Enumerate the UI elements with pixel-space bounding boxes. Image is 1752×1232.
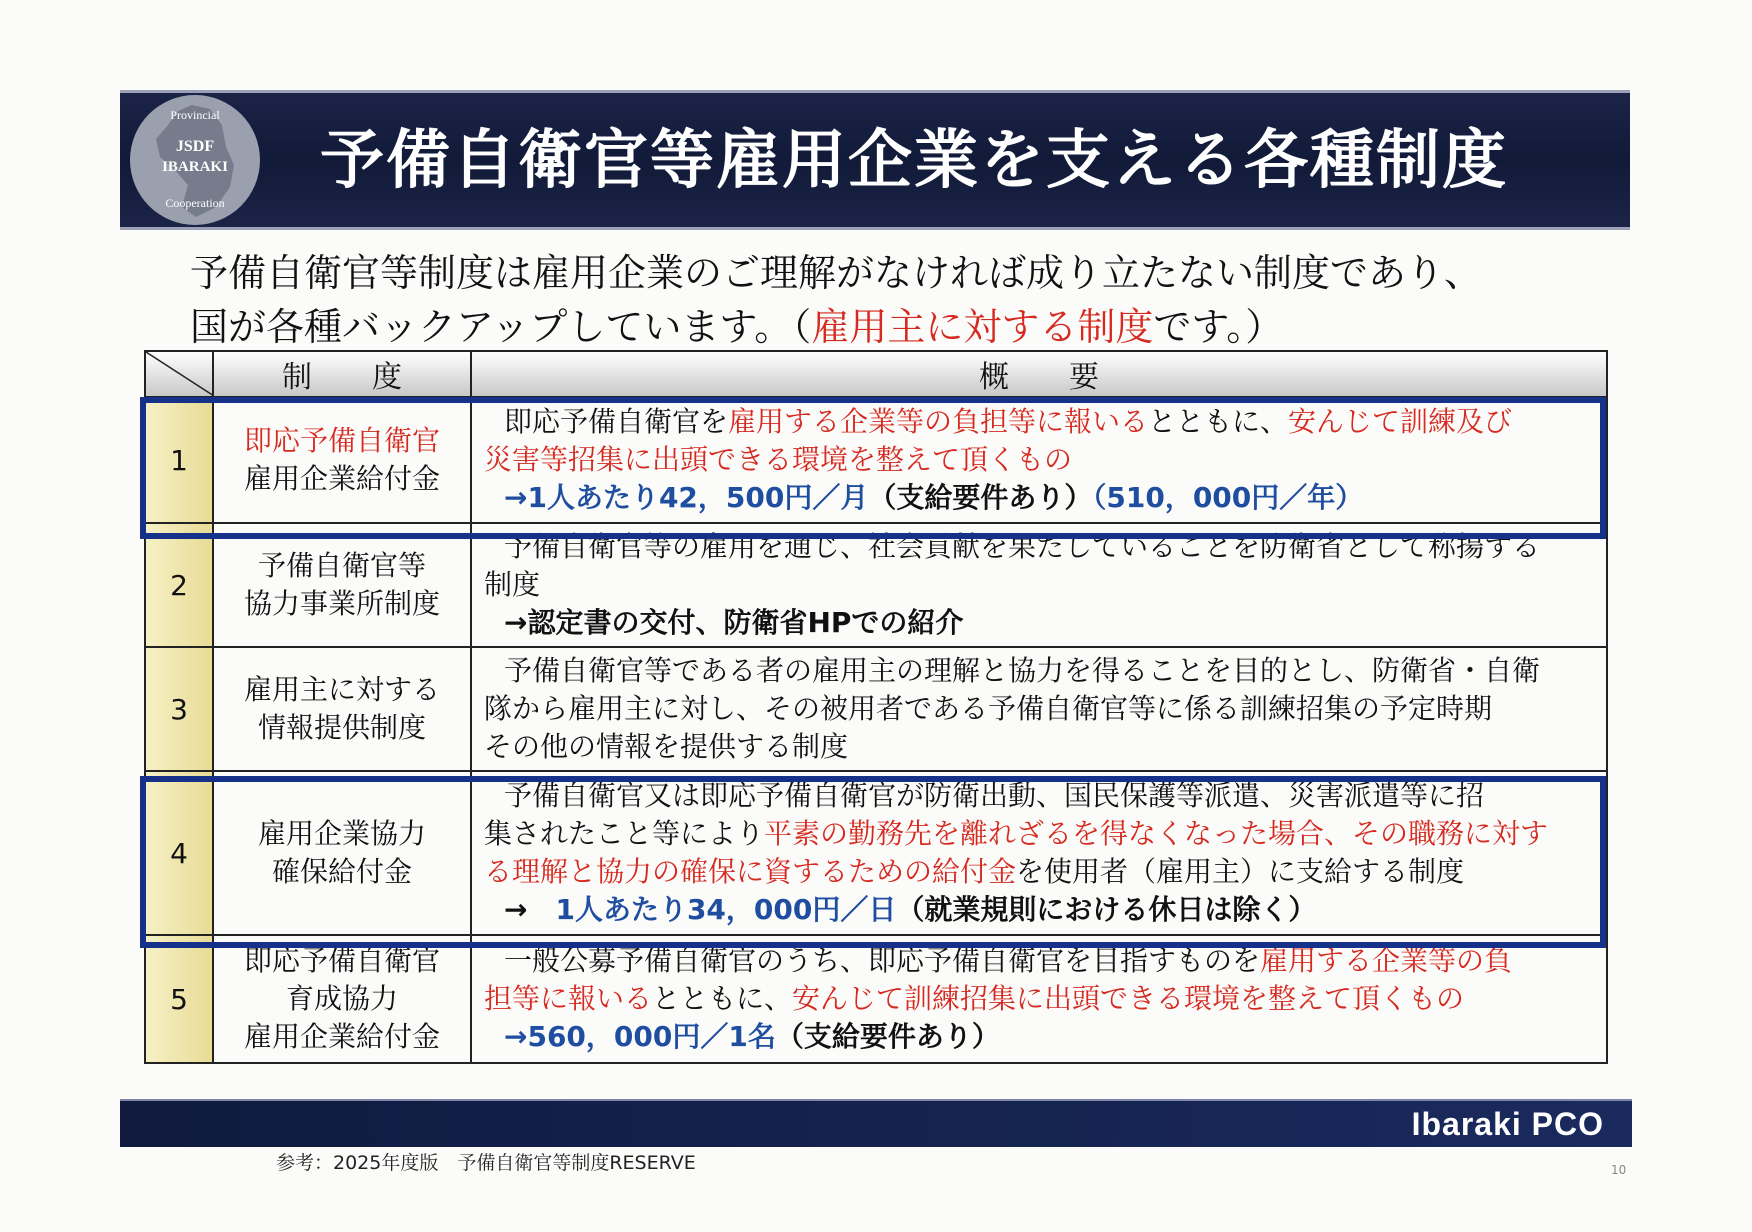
- title-banner: [120, 90, 1630, 230]
- highlight-frame-row-1: [140, 397, 1606, 539]
- intro-line-2b: です。）: [1153, 305, 1284, 349]
- system-name-line: 雇用主に対する: [243, 673, 440, 706]
- text-span: →1人あたり42，500円／月: [504, 481, 869, 514]
- header-system: 制 度: [213, 351, 471, 397]
- description-line: 予備自衛官又は即応予備自衛官が防衛出動、国民保護等派遣、災害派遣等に招: [504, 779, 1485, 812]
- system-name-line: 情報提供制度: [257, 711, 426, 744]
- intro-text: [190, 246, 1610, 354]
- header-corner-cell: [145, 351, 213, 397]
- jsdf-ibaraki-logo: [130, 95, 260, 225]
- system-name-line: 協力事業所制度: [243, 587, 440, 620]
- description-line: [484, 980, 1598, 1018]
- reference-note: 参考：2025年度版 予備自衛官等制度RESERVE: [276, 1152, 696, 1174]
- system-description: [471, 523, 1607, 647]
- table-row: [145, 647, 1607, 771]
- page-number: 10: [1611, 1163, 1627, 1177]
- row-number: 3: [145, 647, 213, 771]
- footer-org: Ibaraki PCO: [1411, 1106, 1604, 1142]
- system-name: [213, 935, 471, 1063]
- text-span: とともに、: [652, 982, 793, 1015]
- intro-line-2a: 国が各種バックアップしています。（: [190, 305, 812, 349]
- row-number: 2: [145, 523, 213, 647]
- svg-text:Provincial: Provincial: [170, 108, 220, 122]
- text-span: る理解と協力の確保に資するための給付金: [484, 855, 1017, 888]
- table-row: [145, 935, 1607, 1063]
- text-span: 平素の勤務先を離れざるを得なくなった場合、その職務に対す: [764, 817, 1549, 850]
- system-name-line: 即応予備自衛官: [243, 944, 440, 977]
- system-name-line: 雇用企業給付金: [243, 462, 440, 495]
- intro-line-2: [190, 300, 1610, 354]
- highlight-frame-row-4: [140, 776, 1606, 948]
- description-line: 予備自衛官等の雇用を通じ、社会貢献を果たしていることを防衛省として称揚する: [504, 530, 1541, 563]
- description-line: 予備自衛官等である者の雇用主の理解と協力を得ることを目的とし、防衛省・自衛: [504, 654, 1541, 687]
- intro-line-1: 予備自衛官等制度は雇用企業のご理解がなければ成り立たない制度であり、: [190, 251, 1483, 295]
- system-description: [471, 647, 1607, 771]
- row-number: 1: [145, 397, 213, 523]
- row-number: 4: [145, 771, 213, 935]
- row-number: 5: [145, 935, 213, 1063]
- system-name-line: 雇用企業給付金: [243, 1020, 440, 1053]
- text-span: 集されたこと等により: [484, 817, 765, 850]
- text-span: 雇用する企業等の負: [1260, 944, 1513, 977]
- text-span: 安んじて訓練招集に出頭できる環境を整えて頂くもの: [792, 982, 1465, 1015]
- intro-highlight: 雇用主に対する制度: [811, 305, 1154, 349]
- description-line: 隊から雇用主に対し、その被用者である予備自衛官等に係る訓練招集の予定時期: [484, 692, 1493, 725]
- text-span: 雇用する企業等の負担等に報いる: [728, 405, 1149, 438]
- svg-text:Cooperation: Cooperation: [165, 196, 225, 210]
- header-summary: 概 要: [471, 351, 1607, 397]
- system-name-line: 育成協力: [285, 982, 398, 1015]
- table-row: [145, 523, 1607, 647]
- description-line: その他の情報を提供する制度: [484, 730, 849, 763]
- text-span: （支給要件あり）: [868, 481, 1093, 514]
- text-span: →560，000円／1名: [504, 1020, 776, 1053]
- svg-text:JSDF: JSDF: [175, 138, 215, 155]
- text-span: 一般公募予備自衛官のうち、即応予備自衛官を目指すものを: [504, 944, 1261, 977]
- description-line: [484, 1018, 1000, 1056]
- text-span: 担等に報いる: [484, 982, 653, 1015]
- text-span: を使用者（雇用主）に支給する制度: [1016, 855, 1465, 888]
- description-line: →認定書の交付、防衛省HPでの紹介: [504, 606, 964, 639]
- text-span: 即応予備自衛官を: [504, 405, 729, 438]
- description-line: 災害等招集に出頭できる環境を整えて頂くもの: [484, 443, 1073, 476]
- text-span: 1人あたり34，000円／日: [555, 893, 897, 926]
- svg-text:IBARAKI: IBARAKI: [162, 159, 228, 175]
- text-span: （510，000円／年）: [1092, 481, 1364, 514]
- text-span: →: [504, 893, 556, 926]
- page-title: 予備自衛官等雇用企業を支える各種制度: [320, 124, 1508, 198]
- system-description: [471, 935, 1607, 1063]
- text-span: とともに、: [1148, 405, 1289, 438]
- system-name: [213, 523, 471, 647]
- text-span: （支給要件あり）: [775, 1020, 1000, 1053]
- system-name-line: 予備自衛官等: [257, 549, 426, 582]
- system-name-line: 雇用企業協力: [257, 817, 426, 850]
- system-name: [213, 647, 471, 771]
- description-line: 制度: [484, 568, 541, 601]
- footer-bar: [120, 1099, 1632, 1147]
- text-span: （就業規則における休日は除く）: [896, 893, 1317, 926]
- system-name-line: 即応予備自衛官: [243, 424, 440, 457]
- text-span: 安んじて訓練及び: [1288, 405, 1513, 438]
- table-header-row: [145, 351, 1607, 397]
- system-name-line: 確保給付金: [271, 855, 412, 888]
